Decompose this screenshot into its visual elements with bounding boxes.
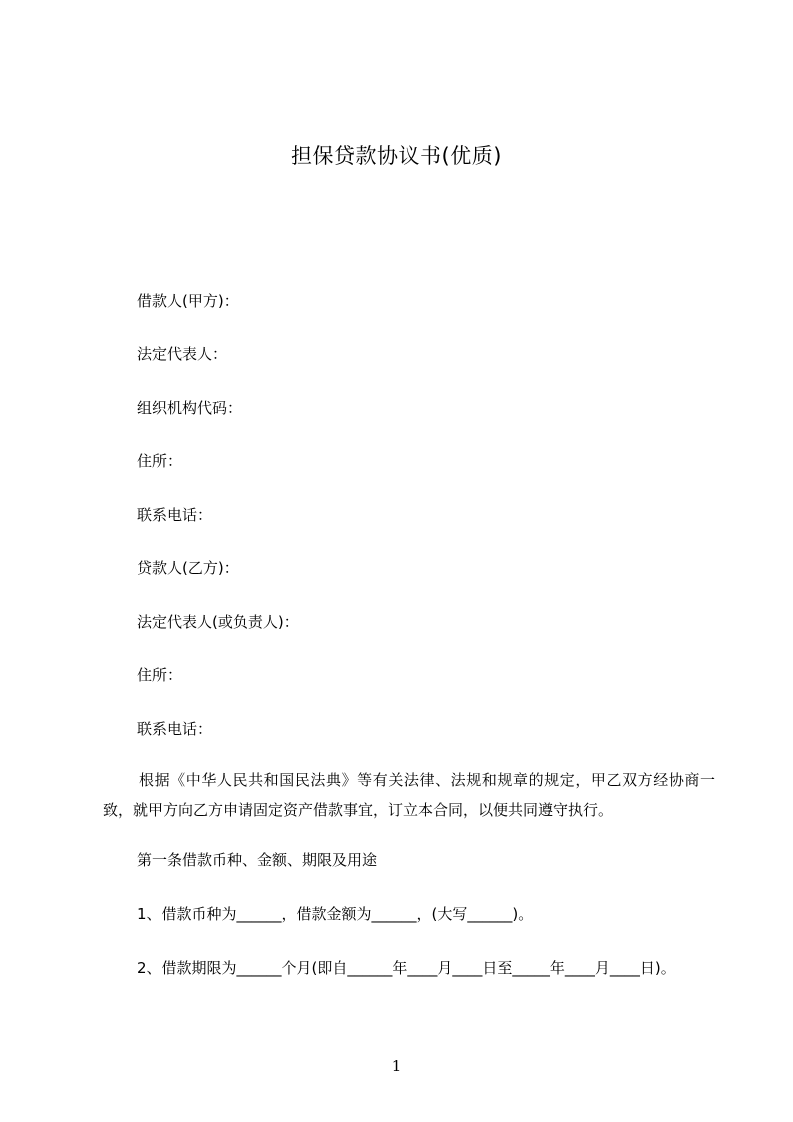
borrower-phone-field: 联系电话： <box>137 506 213 524</box>
clause-2-paragraph: 2、借款期限为______个月(即自______年____月____日至_____年____月____日)。 <box>137 959 676 977</box>
lender-legal-representative-field: 法定代表人(或负责人)： <box>137 613 299 631</box>
lender-field: 贷款人(乙方)： <box>137 559 239 577</box>
page-number: 1 <box>391 1057 402 1075</box>
borrower-field: 借款人(甲方)： <box>137 292 239 310</box>
organization-code-field: 组织机构代码： <box>137 399 243 417</box>
document-title: 担保贷款协议书(优质) <box>291 144 502 168</box>
lender-phone-field: 联系电话： <box>137 720 213 738</box>
borrower-legal-representative-field: 法定代表人： <box>137 345 228 363</box>
borrower-address-field: 住所： <box>137 452 183 470</box>
article-1-heading: 第一条借款币种、金额、期限及用途 <box>137 851 378 869</box>
lender-address-field: 住所： <box>137 666 183 684</box>
clause-1-paragraph: 1、借款币种为______，借款金额为______，(大写______)。 <box>137 905 534 923</box>
preamble-paragraph: 根据《中华人民共和国民法典》等有关法律、法规和规章的规定，甲乙双方经协商一致，就甲方向乙方申请固定资产借款事宜，订立本合同，以便共同遵守执行。 <box>103 771 715 819</box>
